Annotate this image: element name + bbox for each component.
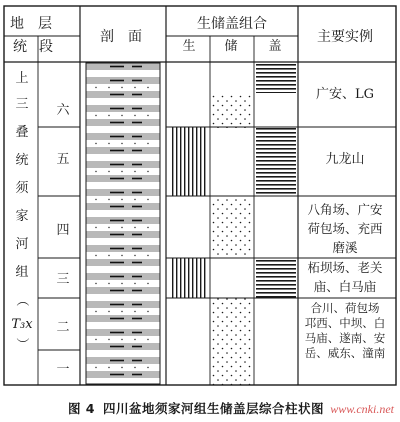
sand-dot (108, 199, 109, 200)
example-line: 荷包场、充西 (307, 221, 383, 236)
example-text (307, 260, 383, 294)
sand-dot (121, 115, 122, 116)
sand-dot (147, 171, 148, 172)
sandstone-band (86, 210, 160, 217)
formation-char: 叠 (15, 125, 29, 140)
sandstone-band (86, 154, 160, 161)
sand-dot (95, 143, 96, 144)
sandstone-band (86, 252, 160, 259)
example-line: 磨溪 (332, 240, 358, 255)
sand-dot (121, 87, 122, 88)
sand-dot (95, 367, 96, 368)
sand-dot (147, 87, 148, 88)
sand-dot (95, 255, 96, 256)
sandstone-band (86, 98, 160, 105)
sand-dot (147, 367, 148, 368)
sand-dot (121, 283, 122, 284)
formation-paren-open: （ (14, 293, 29, 307)
sand-dot (95, 87, 96, 88)
sand-dot (121, 367, 122, 368)
header-combo: 生储盖组合 (197, 16, 267, 32)
formation-char: 河 (15, 237, 29, 252)
formation-char: 组 (15, 265, 29, 280)
sand-dot (108, 171, 109, 172)
sand-dot (147, 115, 148, 116)
sandstone-band (86, 224, 160, 231)
sand-dot (147, 199, 148, 200)
sand-dot (108, 255, 109, 256)
lithology-section (86, 63, 160, 384)
sand-dot (134, 255, 135, 256)
header-system: 统 (13, 39, 27, 55)
member-labels (56, 103, 70, 377)
sandstone-band (86, 280, 160, 287)
sand-dot (121, 227, 122, 228)
header-section: 剖 面 (100, 29, 142, 45)
sandstone-band (86, 336, 160, 343)
header-source: 生 (182, 39, 196, 54)
sand-dot (95, 227, 96, 228)
header-formation: 地 层 (10, 16, 52, 32)
cap-block (256, 258, 296, 298)
example-line: 庙、白马庙 (313, 279, 377, 294)
figure-number: 图 4 (67, 401, 96, 416)
example-line: 马庙、遂南、安 (304, 331, 386, 345)
formation-paren-close: ） (14, 337, 29, 351)
sandstone-band (86, 266, 160, 273)
sand-dot (134, 87, 135, 88)
reservoir-block (212, 93, 252, 128)
member-label: 五 (56, 152, 70, 167)
member-label: 三 (56, 272, 70, 287)
sand-dot (108, 339, 109, 340)
sand-dot (108, 115, 109, 116)
sand-dot (121, 339, 122, 340)
header-cap: 盖 (268, 39, 282, 54)
example-line: 八角场、广安 (307, 202, 383, 217)
example-line: 合川、荷包场 (310, 301, 380, 315)
sand-dot (95, 199, 96, 200)
sand-dot (95, 171, 96, 172)
sand-dot (121, 199, 122, 200)
sand-dot (108, 87, 109, 88)
sand-dot (108, 283, 109, 284)
example-text: 九龙山 (325, 152, 365, 167)
header-member: 段 (39, 39, 53, 55)
sand-dot (95, 339, 96, 340)
formation-char: 统 (15, 153, 29, 168)
sandstone-band (86, 308, 160, 315)
header-examples: 主要实例 (317, 29, 373, 45)
sand-dot (95, 311, 96, 312)
source-block (170, 127, 208, 196)
sandstone-band (86, 84, 160, 91)
reservoir-block (212, 196, 252, 258)
reservoir-block (212, 298, 252, 385)
sand-dot (147, 283, 148, 284)
formation-char: 三 (15, 97, 29, 112)
sand-dot (95, 115, 96, 116)
sandstone-band (86, 182, 160, 189)
member-label: 六 (56, 103, 70, 118)
example-line: 柘坝场、老关 (307, 260, 383, 275)
sandstone-band (86, 378, 160, 384)
cap-block (256, 127, 296, 196)
sand-dot (147, 143, 148, 144)
header-reservoir: 储 (224, 39, 238, 54)
sandstone-band (86, 322, 160, 329)
formation-code: T₃x (11, 317, 33, 332)
sand-dot (147, 227, 148, 228)
example-text (305, 301, 386, 360)
sand-dot (121, 255, 122, 256)
example-line: 邛西、中坝、白 (304, 316, 386, 330)
sand-dot (134, 283, 135, 284)
sandstone-band (86, 196, 160, 203)
member-label: 四 (56, 223, 70, 238)
sand-dot (147, 339, 148, 340)
member-label: 一 (56, 362, 70, 377)
sand-dot (134, 367, 135, 368)
sandstone-band (86, 294, 160, 301)
combo-blocks (170, 63, 296, 385)
sand-dot (95, 283, 96, 284)
watermark: www.cnki.net (330, 402, 394, 416)
sandstone-band (86, 238, 160, 245)
sand-dot (108, 227, 109, 228)
example-text: 广安、LG (315, 87, 375, 102)
formation-char: 上 (15, 71, 29, 86)
sandstone-band (86, 112, 160, 119)
sand-dot (121, 143, 122, 144)
member-label: 二 (56, 320, 70, 335)
sand-dot (134, 339, 135, 340)
cap-block (256, 63, 296, 93)
formation-label (11, 71, 33, 351)
sand-dot (147, 311, 148, 312)
sand-dot (134, 199, 135, 200)
sand-dot (108, 143, 109, 144)
sand-dot (134, 143, 135, 144)
sandstone-band (86, 350, 160, 357)
sand-dot (108, 311, 109, 312)
sand-dot (121, 171, 122, 172)
figure-title: 四川盆地须家河组生储盖层综合柱状图 (103, 401, 325, 416)
sandstone-band (86, 70, 160, 77)
sand-dot (134, 115, 135, 116)
sand-dot (134, 311, 135, 312)
sandstone-band (86, 140, 160, 147)
source-block (170, 258, 208, 298)
sandstone-band (86, 126, 160, 133)
example-text (307, 202, 383, 255)
formation-char: 须 (15, 181, 29, 196)
sand-dot (134, 227, 135, 228)
sand-dot (121, 311, 122, 312)
sandstone-band (86, 364, 160, 371)
example-line: 岳、威东、潼南 (304, 346, 386, 360)
sand-dot (147, 255, 148, 256)
sandstone-band (86, 168, 160, 175)
formation-char: 家 (15, 209, 29, 224)
sand-dot (134, 171, 135, 172)
sand-dot (108, 367, 109, 368)
